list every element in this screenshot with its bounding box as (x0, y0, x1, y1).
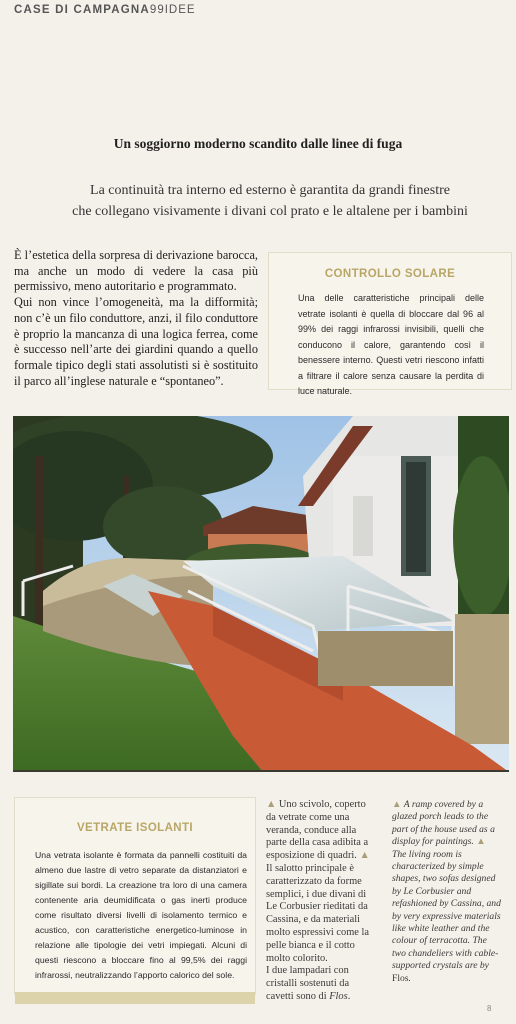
caption-text: Uno scivolo, coperto da vetrate come una veranda, conduce alla parte della casa adibita a esposizione di quadri. (266, 799, 369, 862)
box-text: Una delle caratteristiche principali delle vetrate isolanti è quella di bloccare dal 96 al 99% dei raggi infrarossi invisibili, quelli che conducono il calore, garantendo così il benessere interno. Questi vetri riescono infatti a filtrare il calore senza causare la perdita di luce naturale. (298, 293, 484, 396)
triangle-marker-icon: ▲ (359, 850, 370, 862)
sidebar-box-solar-control (268, 252, 512, 396)
body-paragraph: Qui non vince l’omogeneità, ma la difformità; non c’è un filo conduttore, anzi, il filo conduttore è proprio la mancanza di una logica ferrea, come è successo nell’arte dei giardini quando a quello formale tipico degli stati assolutisti si è sostituito il parco all’inglese naturale e “spontaneo”. (14, 295, 258, 388)
subtitle-line-2: che collegano visivamente i divani col prato e le altalene per i bambini (72, 204, 468, 219)
magazine-name: CASE DI CAMPAGNA (14, 4, 150, 16)
page-number: 8 (487, 1004, 492, 1013)
caption-italian (266, 799, 378, 1004)
triangle-marker-icon: ▲ (392, 799, 402, 810)
article-subtitle (40, 180, 500, 222)
triangle-marker-icon: ▲ (266, 799, 277, 810)
article-title: Un soggiorno moderno scandito dalle linee di fuga (113, 136, 403, 151)
box-footer-bar (15, 992, 255, 1004)
box-text: Una vetrata isolante è formata da pannelli costituiti da almeno due lastre di vetro separate da distanziatori e sigillate sui bordi. La creazione tra loro di una camera contenente aria deumidificata o gas inerti produce come risultato diversi livelli di isolamento termico e acustico, con caratteristiche energetico-luminose in relazione alle tipologie dei vetri impiegati. Alcuni di questi riescono a bloccare fino al 99,5% dei raggi infrarossi, neutralizzando l’apporto calorico del sole. (35, 850, 247, 980)
body-paragraph: È l’estetica della sorpresa di derivazione barocca, ma anche un modo di vedere la casa più permissivo, meno autoritario e programmato. (14, 248, 258, 294)
sidebar-box-insulating-glass (14, 797, 256, 995)
caption-text: I due lampadari con cristalli sostenuti da cavetti sono di (266, 965, 350, 1002)
house-photo (13, 416, 509, 772)
caption-english (392, 799, 502, 985)
caption-text: The living room is characterized by simple shapes, two sofas designed by Le Corbusier and refashioned by Cassina, and by very expressive materials like white leather and the colour of terracotta. The two chandeliers with cable-supported crystals are by (392, 848, 501, 972)
body-text (14, 248, 258, 389)
box-title: VETRATE ISOLANTI (76, 822, 194, 834)
brand-name: Flos (329, 990, 348, 1002)
box-title: CONTROLLO SOLARE (324, 268, 456, 280)
issue-label: 99IDEE (149, 4, 196, 16)
brand-name: Flos (392, 972, 409, 984)
caption-text: A ramp covered by a glazed porch leads to the part of the house used as a display for paintings. (392, 799, 495, 848)
magazine-header (14, 4, 196, 16)
subtitle-line-1: La continuità tra interno ed esterno è garantita da grandi finestre (90, 183, 450, 198)
triangle-marker-icon: ▲ (476, 836, 486, 848)
caption-end: . (408, 972, 411, 984)
caption-end: . (347, 990, 351, 1002)
caption-text: Il salotto principale è caratterizzato da forme semplici, i due divani di Le Corbusier rieditati da Cassina, e da materiali molto espressivi come la pelle bianca e il cotto molto colorito. (266, 862, 370, 964)
